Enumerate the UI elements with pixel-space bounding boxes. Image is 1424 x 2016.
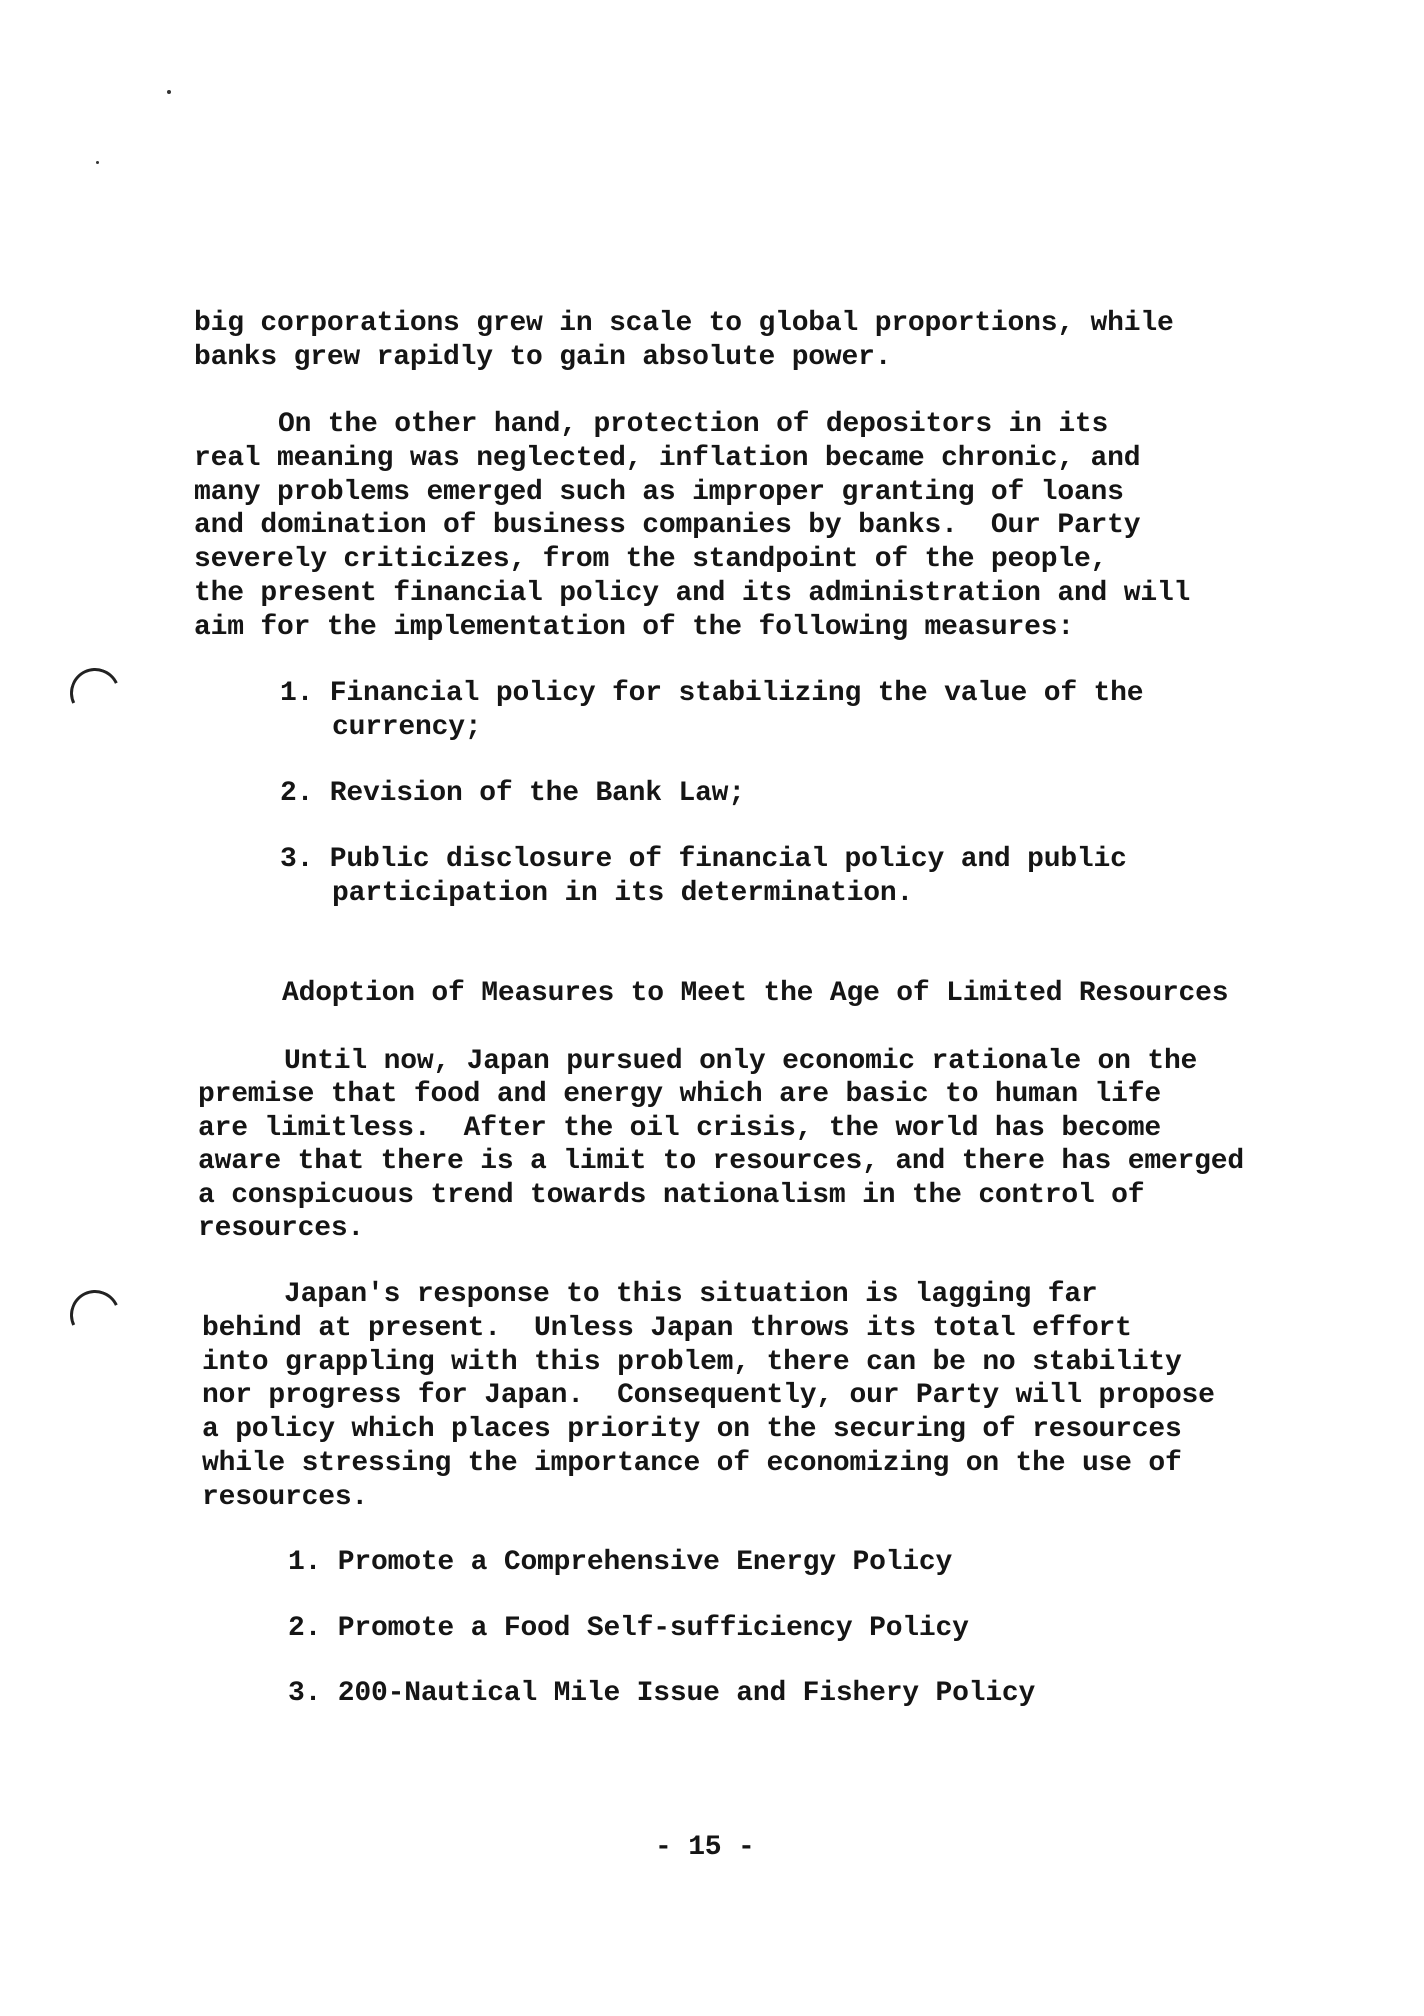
text-line: real meaning was neglected, inflation became chronic, and [194,443,1141,474]
text-line: Until now, Japan pursued only economic rationale on the [284,1046,1198,1077]
text-line: aim for the implementation of the following measures: [194,612,1074,643]
text-line: resources. [202,1482,369,1513]
binder-hole-mark [63,661,127,725]
text-line: many problems emerged such as improper granting of loans [194,477,1124,508]
text-line: resources. [198,1213,365,1244]
text-line: On the other hand, protection of depositors in its [278,409,1109,440]
text-line: the present financial policy and its administration and will [194,578,1191,609]
text-line: a policy which places priority on the securing of resources [202,1414,1182,1445]
text-line: while stressing the importance of economizing on the use of [202,1448,1182,1479]
text-line: nor progress for Japan. Consequently, our Party will propose [202,1380,1215,1411]
text-line: behind at present. Unless Japan throws its total effort [202,1313,1132,1344]
scan-speck [167,90,171,94]
list-item: 2. Revision of the Bank Law; [280,778,745,809]
binder-hole-mark [63,1283,127,1347]
list-item-continuation: participation in its determination. [332,878,914,909]
list-item: 1. Financial policy for stabilizing the value of the [280,678,1144,709]
list-item: 3. 200-Nautical Mile Issue and Fishery Policy [288,1678,1036,1709]
scan-speck [96,161,99,164]
text-line: big corporations grew in scale to global proportions, while [194,308,1174,339]
list-item: 3. Public disclosure of financial policy and public [280,844,1127,875]
text-line: premise that food and energy which are basic to human life [198,1079,1161,1110]
list-item-continuation: currency; [332,712,482,743]
text-line: a conspicuous trend towards nationalism in the control of [198,1180,1145,1211]
text-line: severely criticizes, from the standpoint of the people, [194,544,1108,575]
text-line: are limitless. After the oil crisis, the world has become [198,1113,1161,1144]
text-line: and domination of business companies by banks. Our Party [194,510,1141,541]
page-number: - 15 - [655,1832,755,1863]
text-line: Japan's response to this situation is lagging far [284,1279,1098,1310]
section-heading: Adoption of Measures to Meet the Age of Limited Resources [282,978,1229,1009]
text-line: aware that there is a limit to resources, and there has emerged [198,1146,1244,1177]
list-item: 2. Promote a Food Self-sufficiency Policy [288,1613,969,1644]
text-line: into grappling with this problem, there can be no stability [202,1347,1182,1378]
list-item: 1. Promote a Comprehensive Energy Policy [288,1547,953,1578]
text-line: banks grew rapidly to gain absolute power. [194,342,892,373]
